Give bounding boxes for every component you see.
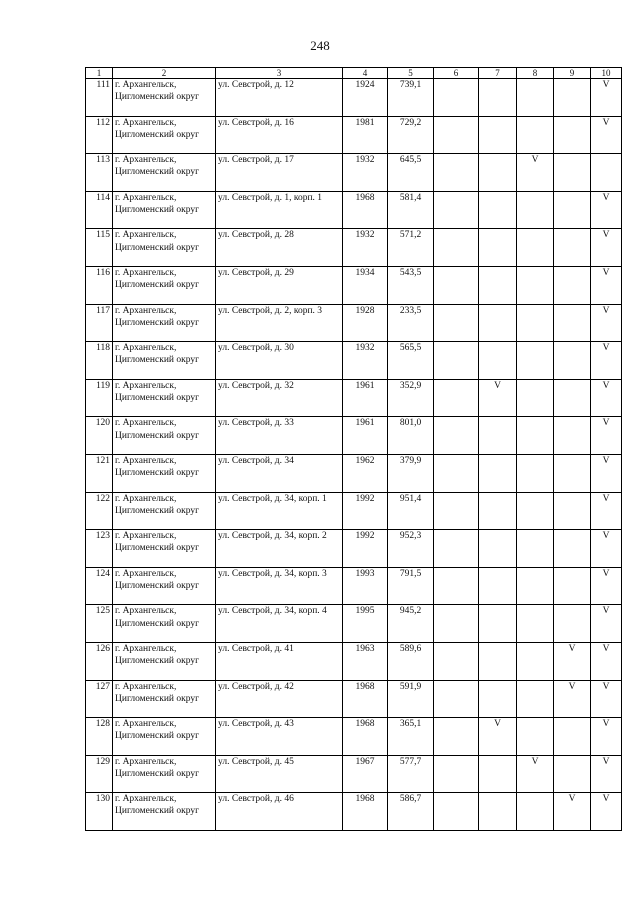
year-cell: 1963 — [343, 642, 388, 680]
area-cell: 801,0 — [388, 417, 434, 455]
address-cell: ул. Севстрой, д. 34, корп. 1 — [216, 492, 343, 530]
mark-cell-10: V — [591, 755, 622, 793]
mark-cell-9 — [554, 154, 591, 192]
address-cell: ул. Севстрой, д. 33 — [216, 417, 343, 455]
row-number: 120 — [86, 417, 113, 455]
mark-cell-6 — [434, 454, 479, 492]
mark-cell-10: V — [591, 492, 622, 530]
address-cell: ул. Севстрой, д. 34, корп. 4 — [216, 605, 343, 643]
year-cell: 1992 — [343, 530, 388, 568]
header-cell: 2 — [113, 68, 216, 79]
table-row — [86, 454, 622, 492]
mark-cell-9 — [554, 191, 591, 229]
mark-cell-7 — [479, 680, 517, 718]
table-row — [86, 530, 622, 568]
settlement-cell: г. Архангельск, Цигломенский округ — [113, 266, 216, 304]
mark-cell-8 — [517, 417, 554, 455]
year-cell: 1968 — [343, 191, 388, 229]
mark-cell-10: V — [591, 680, 622, 718]
mark-cell-9 — [554, 342, 591, 380]
mark-cell-10: V — [591, 79, 622, 117]
year-cell: 1981 — [343, 116, 388, 154]
mark-cell-6 — [434, 191, 479, 229]
year-cell: 1993 — [343, 567, 388, 605]
settlement-cell: г. Архангельск, Цигломенский округ — [113, 191, 216, 229]
mark-cell-9 — [554, 266, 591, 304]
address-cell: ул. Севстрой, д. 30 — [216, 342, 343, 380]
address-cell: ул. Севстрой, д. 17 — [216, 154, 343, 192]
year-cell: 1932 — [343, 229, 388, 267]
table-row — [86, 266, 622, 304]
mark-cell-8 — [517, 304, 554, 342]
mark-cell-6 — [434, 304, 479, 342]
year-cell: 1932 — [343, 342, 388, 380]
table-row — [86, 718, 622, 756]
mark-cell-9 — [554, 530, 591, 568]
header-cell: 5 — [388, 68, 434, 79]
mark-cell-6 — [434, 642, 479, 680]
row-number: 114 — [86, 191, 113, 229]
address-cell: ул. Севстрой, д. 32 — [216, 379, 343, 417]
buildings-table — [85, 67, 622, 831]
table-row — [86, 417, 622, 455]
address-cell: ул. Севстрой, д. 1, корп. 1 — [216, 191, 343, 229]
header-cell: 9 — [554, 68, 591, 79]
address-cell: ул. Севстрой, д. 34 — [216, 454, 343, 492]
settlement-cell: г. Архангельск, Цигломенский округ — [113, 492, 216, 530]
area-cell: 739,1 — [388, 79, 434, 117]
table-row — [86, 79, 622, 117]
mark-cell-7 — [479, 191, 517, 229]
area-cell: 951,4 — [388, 492, 434, 530]
settlement-cell: г. Архангельск, Цигломенский округ — [113, 417, 216, 455]
table-row — [86, 680, 622, 718]
mark-cell-9: V — [554, 680, 591, 718]
table-row — [86, 229, 622, 267]
year-cell: 1924 — [343, 79, 388, 117]
mark-cell-8 — [517, 530, 554, 568]
address-cell: ул. Севстрой, д. 42 — [216, 680, 343, 718]
header-row — [86, 68, 622, 79]
area-cell: 379,9 — [388, 454, 434, 492]
page-number: 248 — [310, 38, 330, 53]
row-number: 128 — [86, 718, 113, 756]
area-cell: 945,2 — [388, 605, 434, 643]
mark-cell-8 — [517, 454, 554, 492]
mark-cell-10: V — [591, 642, 622, 680]
mark-cell-9 — [554, 454, 591, 492]
mark-cell-10: V — [591, 304, 622, 342]
mark-cell-8 — [517, 229, 554, 267]
year-cell: 1961 — [343, 379, 388, 417]
mark-cell-6 — [434, 342, 479, 380]
mark-cell-8 — [517, 642, 554, 680]
mark-cell-7 — [479, 266, 517, 304]
settlement-cell: г. Архангельск, Цигломенский округ — [113, 530, 216, 568]
table-row — [86, 379, 622, 417]
row-number: 129 — [86, 755, 113, 793]
address-cell: ул. Севстрой, д. 43 — [216, 718, 343, 756]
settlement-cell: г. Архангельск, Цигломенский округ — [113, 755, 216, 793]
table-row — [86, 755, 622, 793]
mark-cell-9 — [554, 379, 591, 417]
mark-cell-8 — [517, 342, 554, 380]
mark-cell-9: V — [554, 642, 591, 680]
settlement-cell: г. Архангельск, Цигломенский округ — [113, 454, 216, 492]
area-cell: 586,7 — [388, 793, 434, 831]
settlement-cell: г. Архангельск, Цигломенский округ — [113, 116, 216, 154]
mark-cell-6 — [434, 79, 479, 117]
header-cell: 4 — [343, 68, 388, 79]
mark-cell-6 — [434, 379, 479, 417]
table-row — [86, 567, 622, 605]
mark-cell-9 — [554, 567, 591, 605]
row-number: 116 — [86, 266, 113, 304]
mark-cell-7 — [479, 454, 517, 492]
mark-cell-10: V — [591, 379, 622, 417]
mark-cell-6 — [434, 605, 479, 643]
mark-cell-6 — [434, 567, 479, 605]
row-number: 115 — [86, 229, 113, 267]
mark-cell-7 — [479, 605, 517, 643]
settlement-cell: г. Архангельск, Цигломенский округ — [113, 567, 216, 605]
settlement-cell: г. Архангельск, Цигломенский округ — [113, 154, 216, 192]
mark-cell-9: V — [554, 793, 591, 831]
mark-cell-8 — [517, 116, 554, 154]
area-cell: 577,7 — [388, 755, 434, 793]
row-number: 123 — [86, 530, 113, 568]
mark-cell-8 — [517, 266, 554, 304]
table-row — [86, 342, 622, 380]
year-cell: 1968 — [343, 680, 388, 718]
table-row — [86, 304, 622, 342]
area-cell: 729,2 — [388, 116, 434, 154]
year-cell: 1968 — [343, 718, 388, 756]
area-cell: 952,3 — [388, 530, 434, 568]
area-cell: 589,6 — [388, 642, 434, 680]
mark-cell-6 — [434, 718, 479, 756]
mark-cell-9 — [554, 417, 591, 455]
row-number: 112 — [86, 116, 113, 154]
header-cell: 6 — [434, 68, 479, 79]
area-cell: 571,2 — [388, 229, 434, 267]
area-cell: 543,5 — [388, 266, 434, 304]
mark-cell-6 — [434, 116, 479, 154]
address-cell: ул. Севстрой, д. 34, корп. 3 — [216, 567, 343, 605]
mark-cell-8 — [517, 718, 554, 756]
area-cell: 565,5 — [388, 342, 434, 380]
settlement-cell: г. Архангельск, Цигломенский округ — [113, 680, 216, 718]
header-cell: 7 — [479, 68, 517, 79]
mark-cell-6 — [434, 266, 479, 304]
table-row — [86, 116, 622, 154]
table-row — [86, 605, 622, 643]
area-cell: 591,9 — [388, 680, 434, 718]
year-cell: 1967 — [343, 755, 388, 793]
address-cell: ул. Севстрой, д. 45 — [216, 755, 343, 793]
mark-cell-8 — [517, 191, 554, 229]
mark-cell-7 — [479, 530, 517, 568]
mark-cell-9 — [554, 718, 591, 756]
area-cell: 791,5 — [388, 567, 434, 605]
mark-cell-9 — [554, 79, 591, 117]
year-cell: 1962 — [343, 454, 388, 492]
row-number: 130 — [86, 793, 113, 831]
mark-cell-8 — [517, 567, 554, 605]
address-cell: ул. Севстрой, д. 34, корп. 2 — [216, 530, 343, 568]
mark-cell-8 — [517, 379, 554, 417]
mark-cell-10: V — [591, 605, 622, 643]
mark-cell-8: V — [517, 755, 554, 793]
row-number: 122 — [86, 492, 113, 530]
settlement-cell: г. Архангельск, Цигломенский округ — [113, 79, 216, 117]
header-cell: 8 — [517, 68, 554, 79]
mark-cell-7 — [479, 567, 517, 605]
mark-cell-7 — [479, 116, 517, 154]
settlement-cell: г. Архангельск, Цигломенский округ — [113, 718, 216, 756]
mark-cell-10: V — [591, 417, 622, 455]
mark-cell-6 — [434, 492, 479, 530]
mark-cell-9 — [554, 755, 591, 793]
mark-cell-6 — [434, 755, 479, 793]
row-number: 125 — [86, 605, 113, 643]
settlement-cell: г. Архангельск, Цигломенский округ — [113, 379, 216, 417]
year-cell: 1968 — [343, 793, 388, 831]
year-cell: 1934 — [343, 266, 388, 304]
year-cell: 1995 — [343, 605, 388, 643]
mark-cell-10: V — [591, 454, 622, 492]
mark-cell-10: V — [591, 342, 622, 380]
address-cell: ул. Севстрой, д. 29 — [216, 266, 343, 304]
settlement-cell: г. Архангельск, Цигломенский округ — [113, 605, 216, 643]
mark-cell-7 — [479, 793, 517, 831]
table-row — [86, 642, 622, 680]
row-number: 119 — [86, 379, 113, 417]
mark-cell-10: V — [591, 530, 622, 568]
mark-cell-10: V — [591, 229, 622, 267]
area-cell: 352,9 — [388, 379, 434, 417]
mark-cell-10: V — [591, 793, 622, 831]
row-number: 117 — [86, 304, 113, 342]
address-cell: ул. Севстрой, д. 16 — [216, 116, 343, 154]
row-number: 113 — [86, 154, 113, 192]
mark-cell-7 — [479, 492, 517, 530]
mark-cell-9 — [554, 605, 591, 643]
mark-cell-9 — [554, 116, 591, 154]
address-cell: ул. Севстрой, д. 46 — [216, 793, 343, 831]
mark-cell-6 — [434, 793, 479, 831]
header-cell: 1 — [86, 68, 113, 79]
mark-cell-9 — [554, 492, 591, 530]
table-row — [86, 191, 622, 229]
year-cell: 1992 — [343, 492, 388, 530]
mark-cell-7: V — [479, 379, 517, 417]
settlement-cell: г. Архангельск, Цигломенский округ — [113, 793, 216, 831]
mark-cell-7 — [479, 417, 517, 455]
mark-cell-7 — [479, 79, 517, 117]
mark-cell-9 — [554, 304, 591, 342]
row-number: 126 — [86, 642, 113, 680]
settlement-cell: г. Архангельск, Цигломенский округ — [113, 342, 216, 380]
mark-cell-10: V — [591, 191, 622, 229]
header-cell: 3 — [216, 68, 343, 79]
year-cell: 1961 — [343, 417, 388, 455]
row-number: 111 — [86, 79, 113, 117]
table-row — [86, 492, 622, 530]
settlement-cell: г. Архангельск, Цигломенский округ — [113, 304, 216, 342]
mark-cell-6 — [434, 680, 479, 718]
mark-cell-8 — [517, 793, 554, 831]
mark-cell-10 — [591, 154, 622, 192]
mark-cell-6 — [434, 530, 479, 568]
area-cell: 365,1 — [388, 718, 434, 756]
mark-cell-8: V — [517, 154, 554, 192]
year-cell: 1928 — [343, 304, 388, 342]
table-row — [86, 793, 622, 831]
header-cell: 10 — [591, 68, 622, 79]
table-row — [86, 154, 622, 192]
mark-cell-9 — [554, 229, 591, 267]
row-number: 118 — [86, 342, 113, 380]
mark-cell-7 — [479, 755, 517, 793]
mark-cell-8 — [517, 605, 554, 643]
mark-cell-8 — [517, 680, 554, 718]
mark-cell-6 — [434, 229, 479, 267]
address-cell: ул. Севстрой, д. 28 — [216, 229, 343, 267]
settlement-cell: г. Архангельск, Цигломенский округ — [113, 642, 216, 680]
settlement-cell: г. Архангельск, Цигломенский округ — [113, 229, 216, 267]
mark-cell-7 — [479, 642, 517, 680]
area-cell: 233,5 — [388, 304, 434, 342]
mark-cell-6 — [434, 154, 479, 192]
address-cell: ул. Севстрой, д. 2, корп. 3 — [216, 304, 343, 342]
mark-cell-6 — [434, 417, 479, 455]
mark-cell-10: V — [591, 266, 622, 304]
mark-cell-10: V — [591, 718, 622, 756]
mark-cell-7: V — [479, 718, 517, 756]
mark-cell-7 — [479, 304, 517, 342]
mark-cell-7 — [479, 154, 517, 192]
area-cell: 645,5 — [388, 154, 434, 192]
mark-cell-7 — [479, 342, 517, 380]
year-cell: 1932 — [343, 154, 388, 192]
address-cell: ул. Севстрой, д. 41 — [216, 642, 343, 680]
row-number: 127 — [86, 680, 113, 718]
mark-cell-10: V — [591, 567, 622, 605]
row-number: 124 — [86, 567, 113, 605]
mark-cell-7 — [479, 229, 517, 267]
mark-cell-10: V — [591, 116, 622, 154]
mark-cell-8 — [517, 492, 554, 530]
area-cell: 581,4 — [388, 191, 434, 229]
address-cell: ул. Севстрой, д. 12 — [216, 79, 343, 117]
mark-cell-8 — [517, 79, 554, 117]
row-number: 121 — [86, 454, 113, 492]
